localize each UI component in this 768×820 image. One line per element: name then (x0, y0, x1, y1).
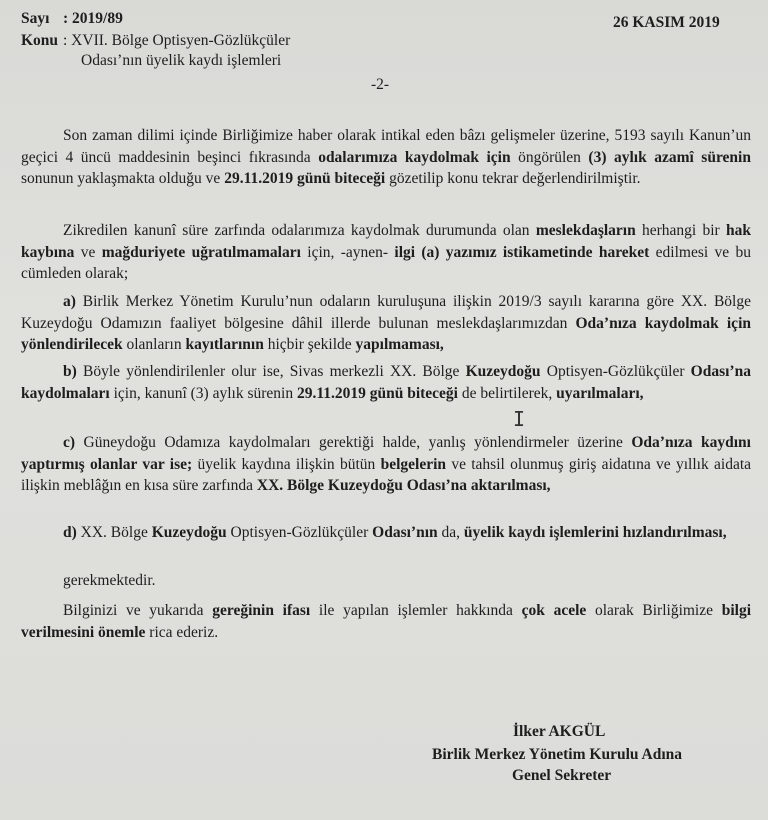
ibeam-cursor-icon: I (513, 407, 526, 431)
item-d: d) XX. Bölge Kuzeydoğu Optisyen-Gözlükçüler Odası’nın da, üyelik kaydı işlemlerini hızlandırılması, (63, 524, 727, 541)
konu-line-2: Odası’nın üyelik kaydı işlemleri (81, 52, 282, 69)
closing-paragraph: Bilginizi ve yukarıda gereğinin ifası ile yapılan işlemler hakkında çok acele olarak Birliğimize bilgi verilmesini önemle rica ederiz. (21, 602, 752, 641)
konu-line-1: : XVII. Bölge Optisyen-Gözlükçüler (63, 32, 291, 49)
signatory-title-2: Genel Sekreter (512, 767, 612, 784)
sayi-label: Sayı (21, 10, 50, 27)
item-a: a) Birlik Merkez Yönetim Kurulu’nun odaların kuruluşuna ilişkin 2019/3 sayılı kararına göre XX. Bölge Kuzeydoğu Odamızın faaliyet bölgesine dâhil illerde bulunan meslekdaşlarımızdan Oda’nıza kaydolmak için yönlendirilecek olanların kayıtlarının hiçbir şekilde yapılmaması, (21, 293, 751, 353)
document-date: 26 KASIM 2019 (613, 14, 720, 31)
item-c: c) Güneydoğu Odamıza kaydolmaları gerektiği halde, yanlış yönlendirmeler üzerine Oda’nıza kaydını yaptırmış olanlar var ise; üyelik kaydına ilişkin bütün belgelerin ve tahsil olunmuş giriş aidatına ve yıllık aidata ilişkin meblâğın en kısa süre zarfında XX. Bölge Kuzeydoğu Odası’na aktarılması, (21, 434, 752, 494)
signatory-title-1: Birlik Merkez Yönetim Kurulu Adına (432, 746, 683, 763)
page-number: -2- (371, 76, 390, 93)
paragraph-1: Son zaman dilimi içinde Birliğimize haber olarak intikal eden bâzı gelişmeler üzerine, 5193 sayılı Kanun’un geçici 4 üncü maddesinin beşinci fıkrasında odalarımıza kaydolmak için öngörülen (3) aylık azamî sürenin sonunun yaklaşmakta olduğu ve 29.11.2019 günü biteceği gözetilip konu tekrar değerlendirilmiştir. (21, 127, 751, 187)
paragraph-2: Zikredilen kanunî süre zarfında odalarımıza kaydolmak durumunda olan meslekdaşların herhangi bir hak kaybına ve mağduriyete uğratılmamaları için, -aynen- ilgi (a) yazımız istikametinde hareket edilmesi ve bu cümleden olarak; (21, 222, 751, 282)
signatory-name: İlker AKGÜL (513, 723, 606, 740)
konu-label: Konu (21, 32, 59, 49)
sayi-value: : 2019/89 (63, 10, 123, 27)
item-b: b) Böyle yönlendirilenler olur ise, Sivas merkezli XX. Bölge Kuzeydoğu Optisyen-Gözlükçüler Odası’na kaydolmaları için, kanunî (3) aylık sürenin 29.11.2019 günü biteceği de belirtilerek, uyarılmaları, (21, 363, 751, 402)
gerekmektedir-line: gerekmektedir. (63, 572, 156, 589)
